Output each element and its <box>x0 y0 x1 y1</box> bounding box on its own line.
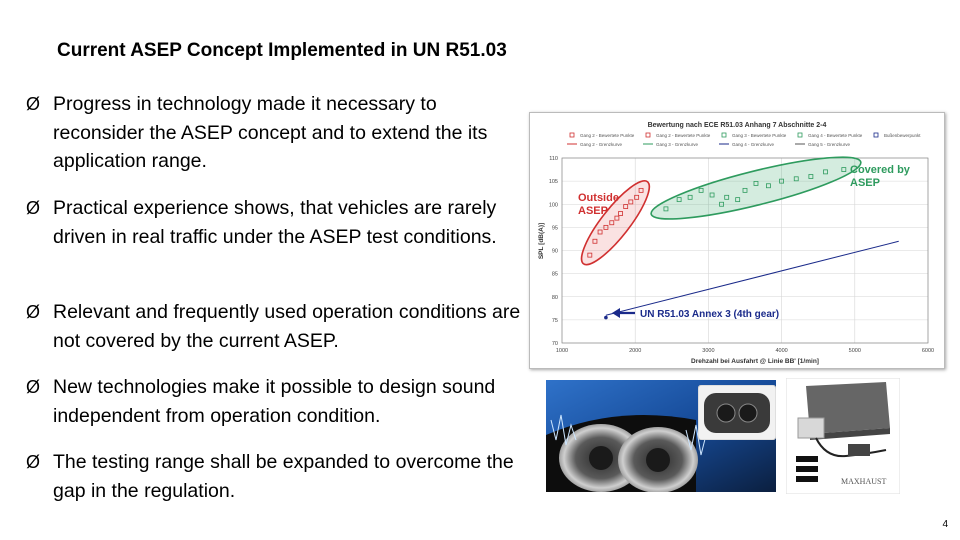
legend-marker <box>798 133 802 137</box>
x-tick-label: 6000 <box>921 348 935 354</box>
bullet-text: Practical experience shows, that vehicles are rarely driven in real traffic under the ASEP test conditions. <box>53 197 497 248</box>
legend-marker <box>646 133 650 137</box>
page-number: 4 <box>942 519 948 530</box>
chart-svg <box>530 113 944 368</box>
annex3-point <box>604 316 608 320</box>
arrow-bullet-icon: Ø <box>26 377 41 397</box>
y-tick-label: 85 <box>551 271 558 278</box>
legend-marker <box>570 133 574 137</box>
arrow-left-icon <box>612 308 635 318</box>
y-tick-label: 80 <box>551 294 558 301</box>
arrow-bullet-icon: Ø <box>26 198 41 218</box>
outside-asep-label: Outside ASEP <box>578 192 619 217</box>
legend-entry: Gang 2 - Bewertete Punkte <box>580 133 635 138</box>
maxhaust-box-illustration <box>786 378 900 494</box>
y-tick-label: 95 <box>551 225 558 232</box>
x-tick-label: 5000 <box>848 348 861 354</box>
legend-entry: Gang 4 - Bewertete Punkte <box>808 133 863 138</box>
legend-entry: Gang 3 - Grenzkurve <box>656 142 699 147</box>
chart-ylabel: SPL [dB(A)] <box>538 222 545 260</box>
bullet-text: Relevant and frequently used operation conditions are not covered by the current ASEP. <box>53 301 521 352</box>
bullet-item <box>26 373 526 430</box>
bullet-item <box>26 298 526 355</box>
legend-entry: Gang 4 - Grenzkurve <box>732 142 775 147</box>
y-tick-label: 110 <box>549 156 558 162</box>
outside-asep-ellipse <box>572 173 658 272</box>
legend-entry: Bußenbewerpunkt <box>884 133 921 138</box>
remote-photo <box>698 385 776 440</box>
y-tick-label: 70 <box>551 341 558 347</box>
remote-control-illustration <box>698 385 776 440</box>
chart-legend <box>567 133 921 147</box>
bullet-list <box>26 90 526 523</box>
y-tick-label: 100 <box>548 202 558 209</box>
brand-text: MAXHAUST <box>841 477 887 486</box>
x-tick-label: 2000 <box>629 348 642 354</box>
arrow-bullet-icon: Ø <box>26 452 41 472</box>
product-box-photo <box>786 378 900 494</box>
bullet-text: The testing range shall be expanded to overcome the gap in the regulation. <box>53 451 514 502</box>
legend-entry: Gang 2 - Bewertete Punkte <box>656 133 711 138</box>
legend-marker <box>722 133 726 137</box>
bullet-text: Progress in technology made it necessary to reconsider the ASEP concept and to extend the its application range. <box>53 93 488 172</box>
y-tick-label: 90 <box>551 248 558 255</box>
bullet-item <box>26 90 526 176</box>
bullet-text: New technologies make it possible to design sound independent from operation condition. <box>53 376 496 427</box>
x-tick-label: 3000 <box>702 348 715 354</box>
slide-title: Current ASEP Concept Implemented in UN R51.03 <box>57 40 507 61</box>
annex3-label: UN R51.03 Annex 3 (4th gear) <box>640 309 780 320</box>
chart-title: Bewertung nach ECE R51.03 Anhang 7 Abschnitte 2-4 <box>647 122 827 129</box>
chart-xlabel: Drehzahl bei Ausfahrt @ Linie BB' [1/min] <box>691 358 819 365</box>
covered-asep-label: Covered by ASEP <box>850 164 910 189</box>
legend-entry: Gang 3 - Bewertete Punkte <box>732 133 787 138</box>
arrow-bullet-icon: Ø <box>26 302 41 322</box>
x-tick-label: 1000 <box>555 348 569 354</box>
arrow-bullet-icon: Ø <box>26 94 41 114</box>
bullet-item <box>26 448 526 505</box>
x-tick-label: 4000 <box>775 348 788 354</box>
legend-marker <box>874 133 878 137</box>
y-tick-label: 75 <box>551 317 558 324</box>
asep-chart <box>529 112 945 369</box>
y-tick-label: 105 <box>548 179 558 186</box>
legend-entry: Gang 5 - Grenzkurve <box>808 142 851 147</box>
legend-entry: Gang 2 - Grenzkurve <box>580 142 623 147</box>
bullet-item <box>26 194 526 280</box>
chart-ellipses <box>572 145 864 272</box>
